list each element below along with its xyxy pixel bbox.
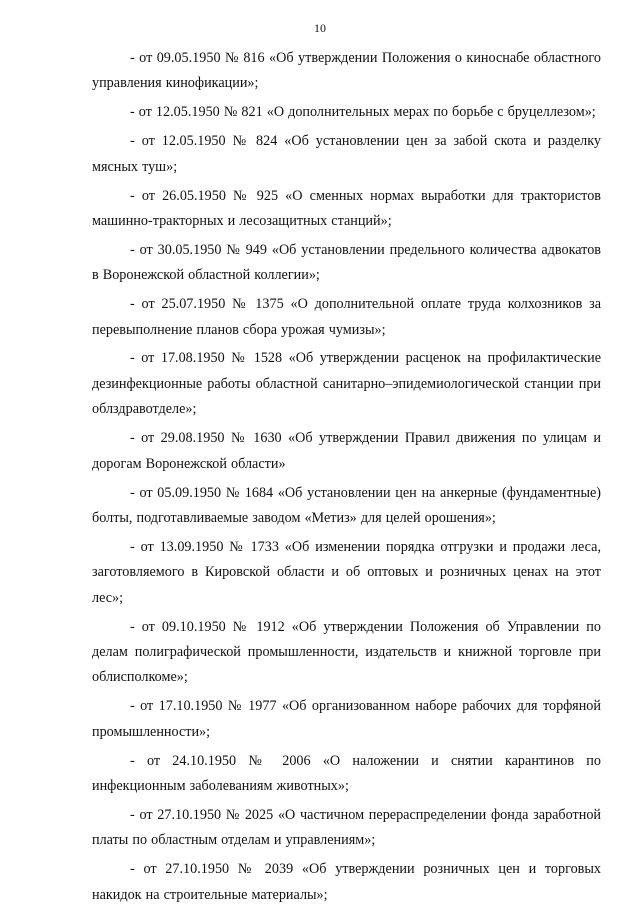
list-item: - от 05.09.1950 № 1684 «Об установлении цен на анкерные (фундаментные) болты, подготавливаемые заводом «Метиз» для целей орошения»; [92,484,601,526]
list-item: - от 09.05.1950 № 816 «Об утверждении Положения о киноснабе областного управления кинофикации»; [92,50,601,92]
list-item: - от 13.09.1950 № 1733 «Об изменении порядка отгрузки и продажи леса, заготовляемого в Кировской области и об оптовых и розничных ценах на этот лес»; [92,538,601,606]
list-item: - от 26.05.1950 № 925 «О сменных нормах выработки для трактористов машинно-тракторных и лесозащитных станций»; [92,187,601,229]
list-item: - от 09.10.1950 № 1912 «Об утверждении Положения об Управлении по делам полиграфической промышленности, издательств и книжной торговле при облисполкоме»; [92,618,601,686]
list-item: - от 12.05.1950 № 824 «Об установлении цен за забой скота и разделку мясных туш»; [92,133,601,175]
list-item: - от 27.10.1950 № 2025 «О частичном перераспределении фонда заработной платы по областным отделам и управлениям»; [92,806,601,849]
list-item: - от 24.10.1950 № 2006 «О наложении и снятии карантинов по инфекционным заболеваниям животных»; [92,752,601,794]
list-item: - от 27.10.1950 № 2039 «Об утверждении розничных цен и торговых накидок на строительные материалы»; [92,861,601,903]
list-item: - от 17.10.1950 № 1977 «Об организованном наборе рабочих для торфяной промышленности»; [92,698,601,740]
list-item: - от 29.08.1950 № 1630 «Об утверждении Правил движения по улицам и дорогам Воронежской области» [92,430,601,472]
page-number: 10 [314,21,326,35]
list-item: - от 17.08.1950 № 1528 «Об утверждении расценок на профилактические дезинфекционные работы областной санитарно–эпидемиологической станции при облздравотделе»; [92,350,601,418]
list-item: - от 25.07.1950 № 1375 «О дополнительной оплате труда колхозников за перевыполнение планов сбора урожая чумизы»; [92,296,601,338]
decree-list [92,46,601,912]
list-item: - от 12.05.1950 № 821 «О дополнительных мерах по борьбе с бруцеллезом»; [130,104,596,121]
list-item: - от 30.05.1950 № 949 «Об установлении предельного количества адвокатов в Воронежской областной коллегии»; [92,241,601,284]
